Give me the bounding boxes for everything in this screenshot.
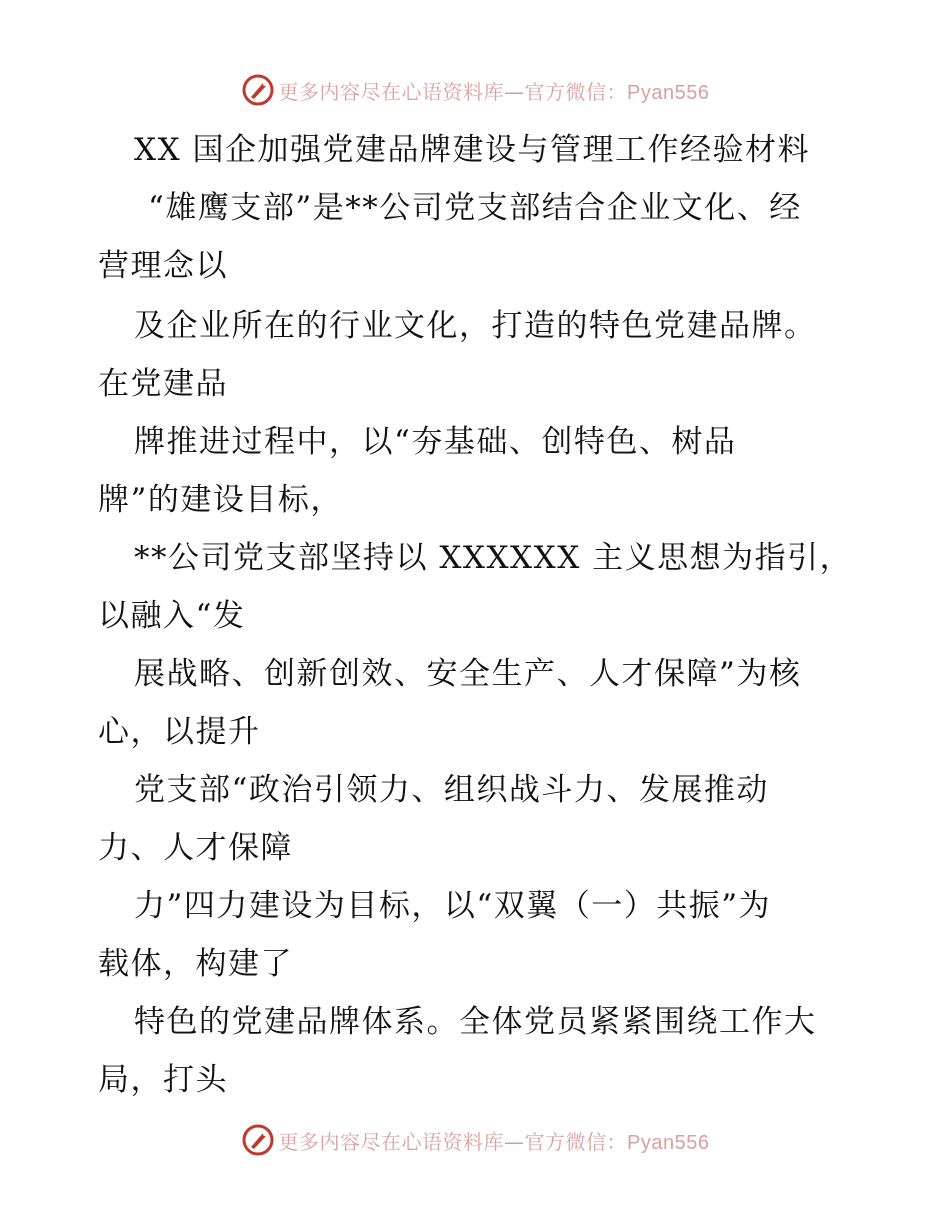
paragraph-line: 营理念以	[98, 248, 228, 284]
paragraph-line: 及企业所在的行业文化，打造的特色党建品牌。	[134, 308, 817, 344]
paragraph-line: 特色的党建品牌体系。全体党员紧紧围绕工作大	[134, 1004, 817, 1040]
header-watermark	[0, 70, 950, 110]
paragraph-line: 展战略、创新创效、安全生产、人才保障”为核	[134, 656, 802, 692]
paragraph-line: 力”四力建设为目标，以“双翼（一）共振”为	[134, 888, 772, 924]
footer-watermark	[0, 1120, 950, 1160]
paragraph-line: 在党建品	[98, 366, 228, 402]
paragraph-line: 心，以提升	[98, 714, 261, 750]
paragraph-line: 以融入“发	[98, 598, 246, 634]
pen-nib-circle-icon	[241, 1123, 275, 1157]
paragraph-line: 力、人才保障	[98, 830, 293, 866]
paragraph-line: 牌推进过程中，以“夯基础、创特色、树品	[134, 424, 737, 460]
banner-text: 更多内容尽在心语资料库—官方微信：Pyan556	[278, 79, 710, 104]
document-title: XX 国企加强党建品牌建设与管理工作经验材料	[134, 132, 810, 168]
paragraph-line: 党支部“政治引领力、组织战斗力、发展推动	[134, 772, 769, 808]
paragraph-line: “雄鹰支部”是**公司党支部结合企业文化、经	[148, 190, 802, 226]
paragraph-line: 牌”的建设目标，	[98, 482, 343, 518]
banner-text: 更多内容尽在心语资料库—官方微信：Pyan556	[278, 1129, 710, 1154]
pen-nib-circle-icon	[241, 73, 275, 107]
paragraph-line: **公司党支部坚持以 XXXXXX 主义思想为指引，	[134, 540, 853, 576]
paragraph-line: 载体，构建了	[98, 946, 293, 982]
paragraph-line: 局，打头	[98, 1062, 228, 1098]
